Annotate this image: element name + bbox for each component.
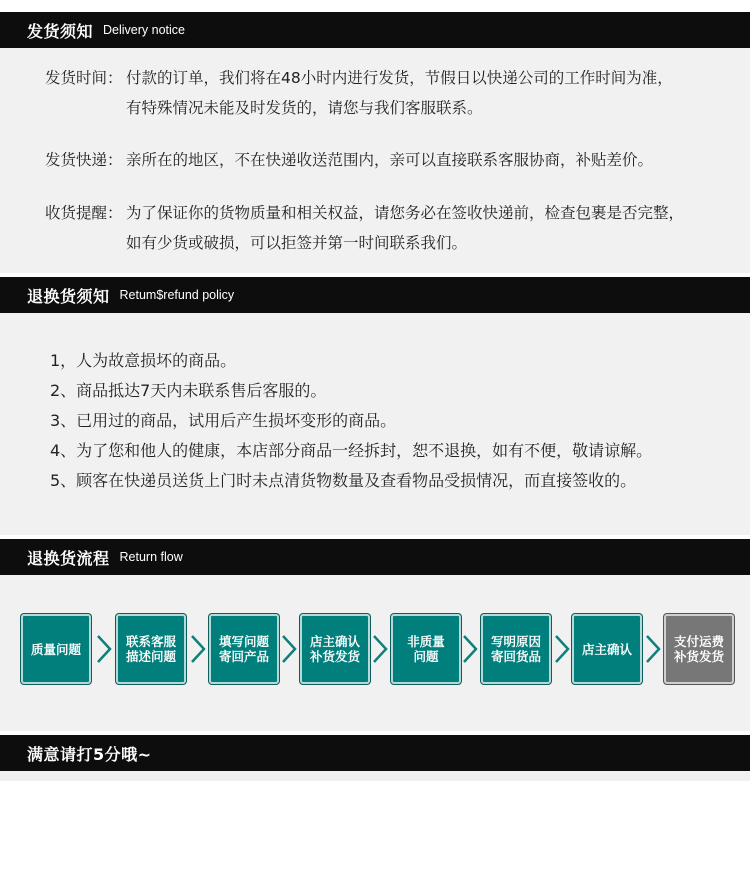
chevron-right-icon	[280, 634, 298, 664]
refund-item: 3、已用过的商品，试用后产生损坏变形的商品。	[50, 411, 397, 430]
refund-item: 2、商品抵达7天内未联系售后客服的。	[50, 381, 327, 400]
refund-panel	[0, 313, 750, 535]
delivery-time-label: 发货时间：	[45, 69, 123, 87]
delivery-time-text: 付款的订单，我们将在48小时内进行发货，节假日以快递公司的工作时间为准，	[126, 69, 673, 87]
flow-title: 退换货流程	[27, 548, 110, 568]
delivery-subtitle: Delivery notice	[103, 23, 185, 37]
rating-header	[0, 735, 750, 771]
chevron-right-icon	[553, 634, 571, 664]
flow-step: 质量问题	[21, 614, 91, 684]
delivery-panel	[0, 48, 750, 273]
flow-step: 店主确认 补货发货	[300, 614, 370, 684]
refund-subtitle: Retum$refund policy	[119, 288, 235, 302]
delivery-courier-text: 亲所在的地区，不在快递收送范围内，亲可以直接联系客服协商，补贴差价。	[126, 151, 654, 169]
chevron-right-icon	[644, 634, 662, 664]
delivery-title: 发货须知	[27, 21, 94, 41]
delivery-courier-row	[45, 145, 653, 175]
delivery-receipt-label: 收货提醒：	[45, 204, 123, 222]
flow-step: 联系客服 描述问题	[116, 614, 186, 684]
return-flow-chart	[0, 612, 750, 688]
delivery-time-text-cont: 有特殊情况未能及时发货的，请您与我们客服联系。	[126, 99, 483, 117]
delivery-time-row	[45, 63, 673, 123]
refund-item: 5、顾客在快递员送货上门时未点清货物数量及查看物品受损情况，而直接签收的。	[50, 471, 637, 490]
chevron-right-icon	[371, 634, 389, 664]
flow-header	[0, 539, 750, 575]
refund-title: 退换货须知	[27, 286, 110, 306]
refund-item: 1，人为故意损坏的商品。	[50, 351, 237, 370]
chevron-right-icon	[189, 634, 207, 664]
rating-title: 满意请打5分哦~	[27, 744, 152, 764]
flow-step-final: 支付运费 补货发货	[664, 614, 734, 684]
flow-step: 店主确认	[572, 614, 642, 684]
chevron-right-icon	[461, 634, 479, 664]
flow-step: 写明原因 寄回货品	[481, 614, 551, 684]
refund-header	[0, 277, 750, 313]
delivery-receipt-text: 为了保证你的货物质量和相关权益，请您务必在签收快递前，检查包裹是否完整，	[126, 204, 685, 222]
delivery-courier-label: 发货快递：	[45, 151, 123, 169]
delivery-receipt-text-cont: 如有少货或破损，可以拒签并第一时间联系我们。	[126, 234, 468, 252]
refund-item: 4、为了您和他人的健康，本店部分商品一经拆封，恕不退换，如有不便，敬请谅解。	[50, 441, 653, 460]
delivery-header	[0, 12, 750, 48]
flow-subtitle: Return flow	[119, 550, 183, 564]
chevron-right-icon	[95, 634, 113, 664]
delivery-receipt-row	[45, 198, 684, 258]
flow-step: 填写问题 寄回产品	[209, 614, 279, 684]
rating-panel	[0, 771, 750, 781]
flow-step: 非质量 问题	[391, 614, 461, 684]
